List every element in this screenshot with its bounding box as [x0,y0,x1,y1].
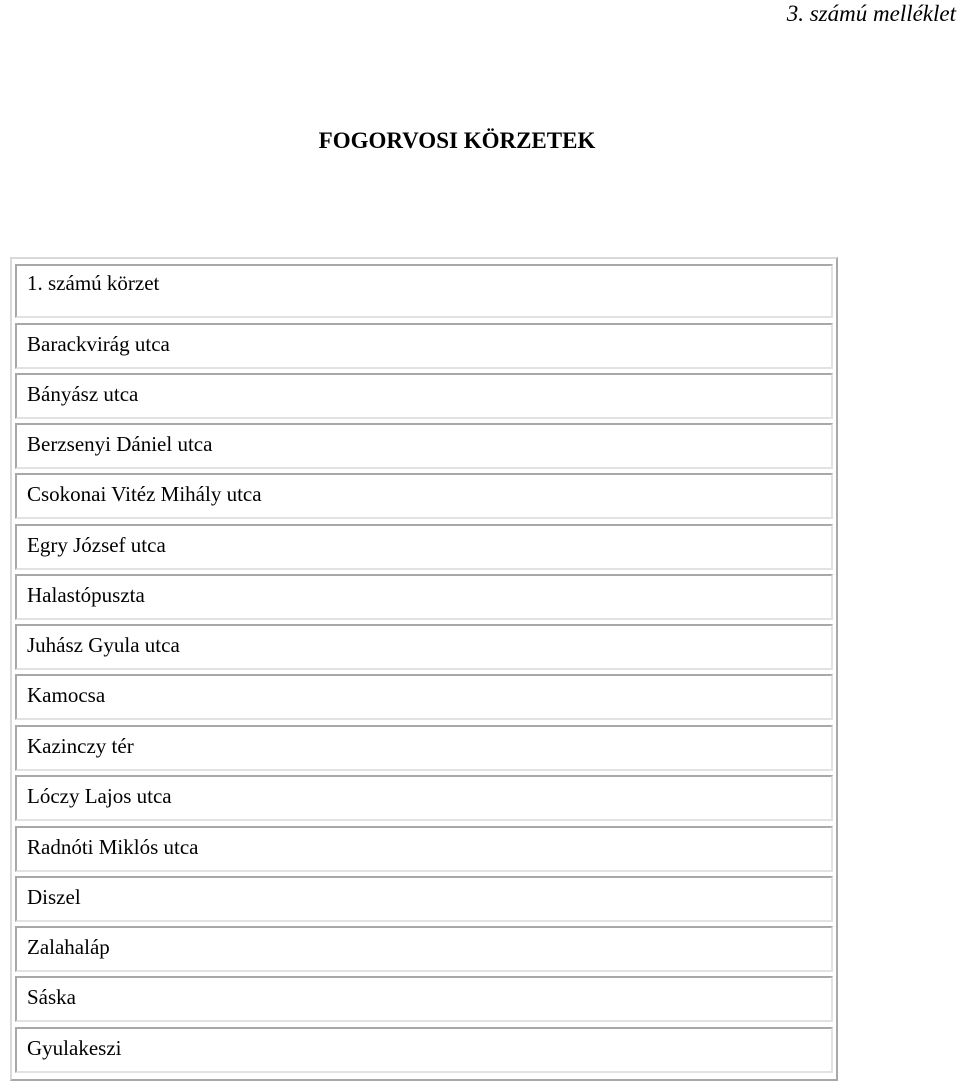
street-row: Juhász Gyula utca [15,624,833,670]
street-row: Gyulakeszi [15,1027,833,1073]
street-row: Sáska [15,976,833,1022]
street-row: Radnóti Miklós utca [15,826,833,872]
street-row: Barackvirág utca [15,323,833,369]
page-title: FOGORVOSI KÖRZETEK [318,128,596,153]
street-row: Halastópuszta [15,574,833,620]
district-name: 1. számú körzet [15,264,833,318]
street-row: Zalahaláp [15,926,833,972]
street-row: Bányász utca [15,373,833,419]
district-table [10,257,838,1081]
street-row: Lóczy Lajos utca [15,775,833,821]
street-row: Csokonai Vitéz Mihály utca [15,473,833,519]
street-row: Berzsenyi Dániel utca [15,423,833,469]
street-row: Kazinczy tér [15,725,833,771]
annex-label: 3. számú melléklet [786,1,956,26]
street-row: Egry József utca [15,524,833,570]
street-row: Diszel [15,876,833,922]
street-row: Kamocsa [15,674,833,720]
